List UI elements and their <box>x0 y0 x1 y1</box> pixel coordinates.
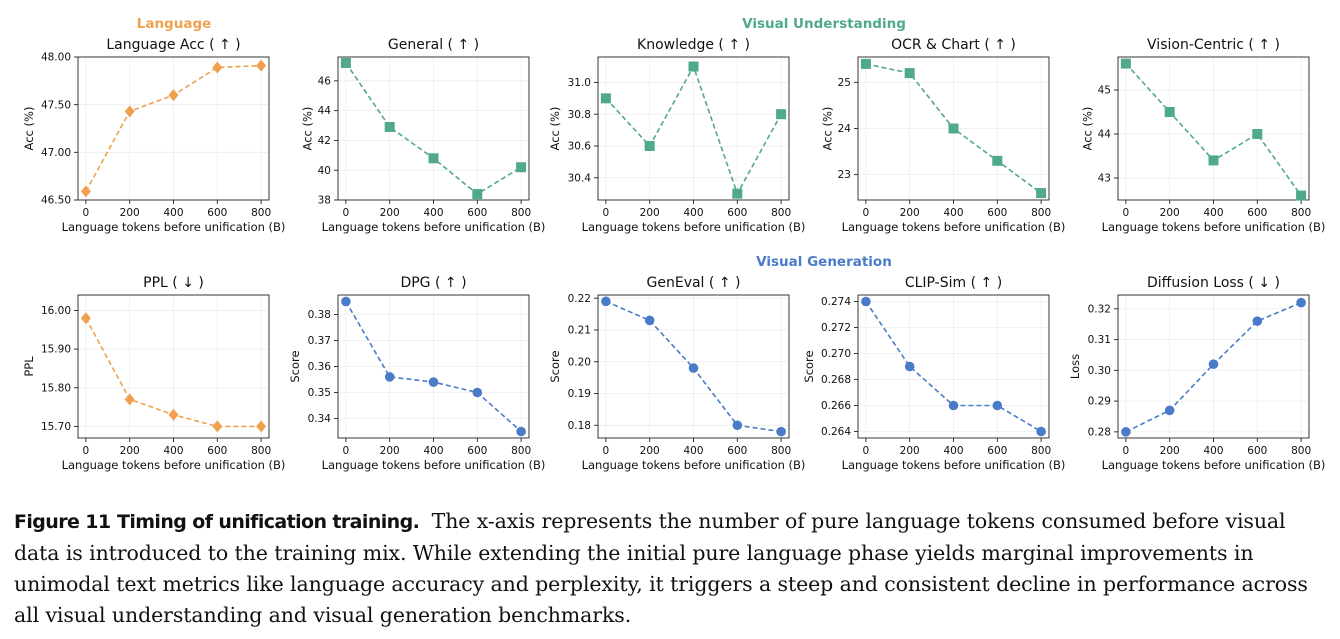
x-tick-label: 200 <box>899 445 920 457</box>
chart-panel <box>288 275 545 472</box>
data-point <box>992 156 1002 166</box>
y-tick-label: 30.4 <box>567 172 591 185</box>
data-point <box>1165 107 1175 117</box>
y-tick-label: 0.268 <box>820 374 851 387</box>
data-point <box>861 59 871 69</box>
chart-title: Diffusion Loss ( ↓ ) <box>1147 275 1280 291</box>
x-axis-label: Language tokens before unification (B) <box>841 458 1066 472</box>
data-point <box>516 427 526 437</box>
x-tick-label: 600 <box>207 445 228 457</box>
data-point <box>689 62 699 72</box>
y-tick-label: 0.266 <box>820 400 851 413</box>
group-header-visual-understanding: Visual Understanding <box>742 16 906 32</box>
chart-title: DPG ( ↑ ) <box>400 275 467 291</box>
y-tick-label: 43 <box>1097 172 1111 185</box>
y-tick-label: 0.22 <box>567 292 591 305</box>
y-tick-label: 0.272 <box>820 322 851 335</box>
data-point <box>1296 298 1306 308</box>
x-tick-label: 200 <box>379 207 400 219</box>
x-tick-label: 400 <box>163 207 184 219</box>
data-point <box>1209 359 1219 369</box>
y-tick-label: 42 <box>317 135 331 148</box>
y-tick-label: 30.6 <box>567 140 591 153</box>
y-axis-label: Acc (%) <box>22 106 36 151</box>
y-axis-label: Acc (%) <box>1080 106 1095 151</box>
x-tick-label: 800 <box>1291 207 1312 219</box>
y-tick-label: 0.20 <box>567 356 591 369</box>
group-header-visual-generation: Visual Generation <box>756 254 892 270</box>
data-point <box>212 420 222 432</box>
x-tick-label: 400 <box>1203 207 1224 219</box>
x-axis-label: Language tokens before unification (B) <box>321 458 546 472</box>
data-point <box>1209 155 1219 165</box>
data-point <box>429 377 439 387</box>
data-point <box>776 109 786 119</box>
x-axis-label: Language tokens before unification (B) <box>321 220 546 234</box>
chart-title: OCR & Chart ( ↑ ) <box>891 37 1016 53</box>
x-tick-label: 200 <box>899 207 920 219</box>
y-tick-label: 0.270 <box>820 348 851 361</box>
y-tick-label: 47.00 <box>40 146 71 159</box>
y-tick-label: 0.31 <box>1087 334 1111 347</box>
data-point <box>429 153 439 163</box>
y-axis-label: PPL <box>22 356 36 377</box>
x-axis-label: Language tokens before unification (B) <box>581 220 806 234</box>
y-tick-label: 46.50 <box>40 194 71 207</box>
y-tick-label: 16.00 <box>40 305 71 318</box>
data-point <box>169 89 179 101</box>
data-point <box>341 297 351 307</box>
data-point <box>861 297 871 307</box>
chart-title: Vision-Centric ( ↑ ) <box>1147 37 1280 53</box>
x-tick-label: 600 <box>1247 445 1268 457</box>
group-header-language: Language <box>136 16 212 32</box>
x-tick-label: 600 <box>727 445 748 457</box>
y-tick-label: 25 <box>837 76 851 89</box>
x-tick-label: 800 <box>511 445 532 457</box>
data-point <box>905 362 915 372</box>
y-tick-label: 0.21 <box>567 324 591 337</box>
data-point <box>645 316 655 326</box>
data-point <box>81 312 91 324</box>
x-tick-label: 0 <box>602 207 610 219</box>
x-tick-label: 400 <box>943 207 964 219</box>
x-tick-label: 200 <box>1159 445 1180 457</box>
y-tick-label: 15.80 <box>40 382 71 395</box>
y-tick-label: 0.38 <box>307 309 331 322</box>
data-point <box>733 420 743 430</box>
data-point <box>256 420 266 432</box>
data-point <box>732 189 742 199</box>
y-tick-label: 0.274 <box>820 296 851 309</box>
chart-panel <box>22 37 285 234</box>
x-tick-label: 600 <box>467 445 488 457</box>
x-tick-label: 0 <box>862 207 870 219</box>
y-tick-label: 0.28 <box>1087 426 1111 439</box>
y-axis-label: Score <box>802 350 816 383</box>
x-tick-label: 0 <box>82 445 90 457</box>
data-point <box>776 427 786 437</box>
data-point <box>385 122 395 132</box>
x-tick-label: 200 <box>119 207 140 219</box>
y-tick-label: 0.30 <box>1087 364 1111 377</box>
y-tick-label: 46 <box>317 75 331 88</box>
data-point <box>169 409 179 421</box>
x-axis-label: Language tokens before unification (B) <box>61 458 286 472</box>
x-tick-label: 400 <box>943 445 964 457</box>
y-tick-label: 47.50 <box>40 99 71 112</box>
x-tick-label: 0 <box>82 207 90 219</box>
y-tick-label: 38 <box>317 194 331 207</box>
y-tick-label: 44 <box>1097 128 1111 141</box>
y-tick-label: 0.35 <box>307 387 331 400</box>
x-tick-label: 800 <box>511 207 532 219</box>
data-point <box>125 105 135 117</box>
x-tick-label: 200 <box>639 445 660 457</box>
x-tick-label: 400 <box>683 445 704 457</box>
gridlines <box>598 57 789 200</box>
y-axis-label: Loss <box>1068 353 1083 380</box>
y-tick-label: 0.29 <box>1087 395 1111 408</box>
y-tick-label: 40 <box>317 164 331 177</box>
y-axis-label: Acc (%) <box>300 106 315 151</box>
y-tick-label: 31.0 <box>567 77 591 90</box>
chart-title: GenEval ( ↑ ) <box>646 275 741 291</box>
caption-title: Timing of unification training. <box>116 511 420 533</box>
y-tick-label: 30.8 <box>567 108 591 121</box>
chart-panel <box>548 37 805 234</box>
x-axis-label: Language tokens before unification (B) <box>841 220 1066 234</box>
y-axis-label: Acc (%) <box>548 106 563 151</box>
y-tick-label: 0.18 <box>567 419 591 432</box>
y-tick-label: 48.00 <box>40 51 71 64</box>
chart-title: CLIP-Sim ( ↑ ) <box>904 275 1003 291</box>
gridlines <box>338 295 529 438</box>
y-tick-label: 44 <box>317 105 331 118</box>
x-axis-label: Language tokens before unification (B) <box>1101 220 1326 234</box>
x-tick-label: 0 <box>1122 207 1130 219</box>
data-point <box>1121 427 1131 437</box>
x-tick-label: 600 <box>987 207 1008 219</box>
y-tick-label: 15.90 <box>40 343 71 356</box>
data-point <box>949 124 959 134</box>
y-axis-label: Score <box>288 350 303 383</box>
x-tick-label: 200 <box>1159 207 1180 219</box>
data-point <box>905 68 915 78</box>
x-tick-label: 600 <box>1247 207 1268 219</box>
x-tick-label: 0 <box>342 207 350 219</box>
x-tick-label: 800 <box>1291 445 1312 457</box>
chart-title: General ( ↑ ) <box>387 37 480 53</box>
x-tick-label: 800 <box>1031 207 1052 219</box>
x-tick-label: 0 <box>602 445 610 457</box>
x-tick-label: 400 <box>423 445 444 457</box>
y-tick-label: 24 <box>837 123 851 136</box>
x-tick-label: 200 <box>379 445 400 457</box>
chart-panel <box>22 275 285 472</box>
x-tick-label: 600 <box>467 207 488 219</box>
x-tick-label: 200 <box>639 207 660 219</box>
x-tick-label: 800 <box>771 207 792 219</box>
gridlines <box>1118 57 1309 200</box>
data-point <box>256 60 266 72</box>
x-tick-label: 600 <box>207 207 228 219</box>
gridlines <box>78 57 269 200</box>
x-tick-label: 400 <box>683 207 704 219</box>
x-tick-label: 800 <box>251 207 272 219</box>
y-tick-label: 0.36 <box>307 361 331 374</box>
data-point <box>601 297 611 307</box>
data-point <box>1036 427 1046 437</box>
x-axis-label: Language tokens before unification (B) <box>1101 458 1326 472</box>
data-point <box>949 401 959 411</box>
x-tick-label: 0 <box>862 445 870 457</box>
figure-caption <box>14 506 1326 631</box>
chart-title: Language Acc ( ↑ ) <box>106 37 241 53</box>
chart-panel <box>1068 275 1325 472</box>
x-tick-label: 600 <box>727 207 748 219</box>
x-tick-label: 800 <box>1031 445 1052 457</box>
data-point <box>1036 188 1046 198</box>
chart-panel <box>802 275 1065 472</box>
chart-panel <box>1081 37 1326 234</box>
data-point <box>601 93 611 103</box>
x-tick-label: 0 <box>1122 445 1130 457</box>
chart-title: Knowledge ( ↑ ) <box>637 37 750 53</box>
y-tick-label: 0.32 <box>1087 303 1111 316</box>
gridlines <box>338 57 529 200</box>
caption-label: Figure 11 <box>14 511 111 533</box>
data-point <box>341 58 351 68</box>
y-tick-label: 23 <box>837 169 851 182</box>
data-point <box>993 401 1003 411</box>
data-point <box>125 393 135 405</box>
data-point <box>1253 316 1263 326</box>
data-point <box>81 185 91 197</box>
gridlines <box>858 295 1049 438</box>
y-tick-label: 0.37 <box>307 335 331 348</box>
y-tick-label: 0.34 <box>307 413 331 426</box>
data-point <box>472 189 482 199</box>
x-tick-label: 600 <box>987 445 1008 457</box>
chart-panel <box>548 275 805 472</box>
x-tick-label: 800 <box>251 445 272 457</box>
x-tick-label: 800 <box>771 445 792 457</box>
x-tick-label: 400 <box>1203 445 1224 457</box>
x-tick-label: 0 <box>342 445 350 457</box>
y-tick-label: 0.264 <box>820 426 851 439</box>
caption-body: The x-axis represents the number of pure language tokens consumed before visual data is introduced to the training mix. While extending the initial pure language phase yields marginal improvements in unimodal text metrics like language accuracy and perplexity, it triggers a steep and consistent decline in performance across all visual understanding and visual generation benchmarks. <box>14 509 1308 627</box>
y-tick-label: 0.19 <box>567 388 591 401</box>
data-point <box>645 141 655 151</box>
y-tick-label: 15.70 <box>40 421 71 434</box>
y-axis-label: Score <box>548 350 563 383</box>
data-point <box>1165 406 1175 416</box>
data-point <box>385 372 395 382</box>
data-point <box>212 61 222 73</box>
chart-panel <box>301 37 546 234</box>
data-point <box>516 162 526 172</box>
x-tick-label: 200 <box>119 445 140 457</box>
data-point <box>1121 59 1131 69</box>
x-tick-label: 400 <box>423 207 444 219</box>
data-point <box>473 388 483 398</box>
y-axis-label: Acc (%) <box>820 106 835 151</box>
x-axis-label: Language tokens before unification (B) <box>61 220 286 234</box>
chart-panels <box>22 37 1325 472</box>
chart-title: PPL ( ↓ ) <box>143 275 204 291</box>
chart-panel <box>821 37 1066 234</box>
data-point <box>1296 191 1306 201</box>
x-axis-label: Language tokens before unification (B) <box>581 458 806 472</box>
y-tick-label: 45 <box>1097 84 1111 97</box>
data-point <box>1252 129 1262 139</box>
x-tick-label: 400 <box>163 445 184 457</box>
data-point <box>689 363 699 373</box>
